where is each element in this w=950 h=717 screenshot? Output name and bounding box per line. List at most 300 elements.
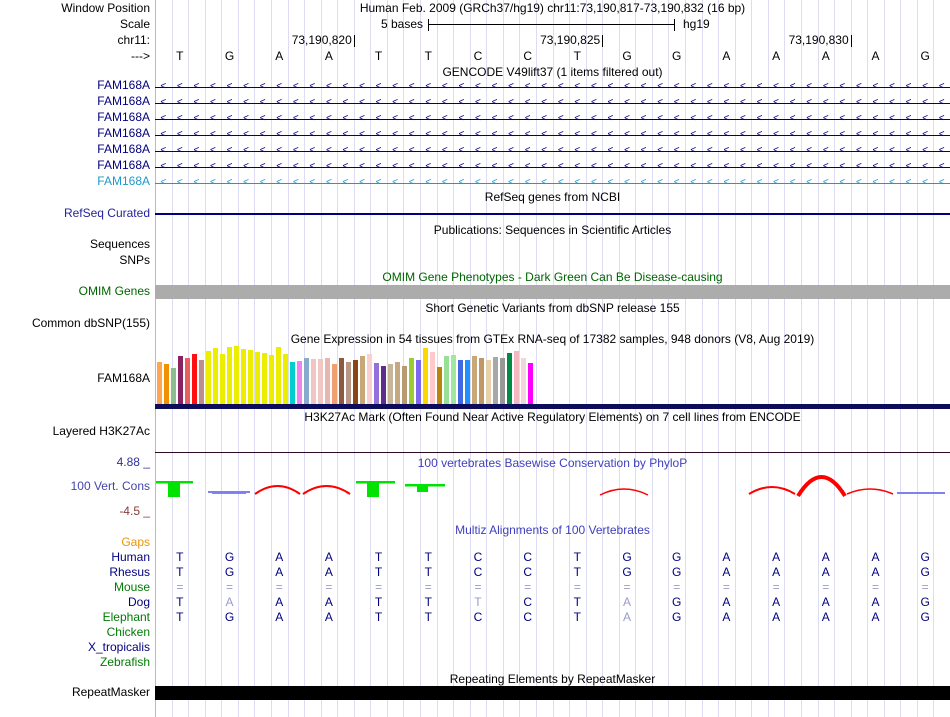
gencode-transcript-arrows[interactable]	[155, 95, 950, 111]
gtex-bar[interactable]	[367, 354, 372, 404]
ruler-tick-label: 73,190,825	[540, 33, 601, 47]
common-dbsnp-label[interactable]: Common dbSNP(155)	[31, 316, 150, 330]
sequence-base: A	[324, 49, 333, 63]
repeatmasker-label[interactable]: RepeatMasker	[71, 685, 150, 699]
left-arrow-icon: <	[243, 81, 250, 92]
left-arrow-icon: <	[905, 113, 912, 124]
left-arrow-icon: <	[905, 129, 912, 140]
gencode-transcript-label[interactable]: FAM168A	[97, 94, 150, 108]
gtex-bar[interactable]	[332, 364, 337, 404]
left-arrow-icon: <	[590, 145, 597, 156]
gencode-transcript-label[interactable]: FAM168A	[97, 78, 150, 92]
left-arrow-icon: <	[938, 97, 945, 108]
left-arrow-icon: <	[210, 81, 216, 92]
multiz-base: A	[772, 550, 781, 564]
multiz-species-label[interactable]: Mouse	[113, 580, 150, 594]
gtex-bar[interactable]	[451, 355, 456, 404]
gtex-bar[interactable]	[409, 358, 414, 404]
left-arrow-icon: <	[657, 161, 664, 172]
left-arrow-icon: <	[193, 145, 200, 156]
left-arrow-icon: <	[226, 97, 233, 108]
multiz-base: A	[275, 595, 284, 609]
phylop-negative-block	[417, 484, 428, 492]
left-arrow-icon: <	[243, 161, 250, 172]
gtex-bar[interactable]	[276, 347, 281, 404]
repeatmasker-track-title: Repeating Elements by RepeatMasker	[449, 672, 656, 686]
left-arrow-icon: <	[508, 81, 515, 92]
left-arrow-icon: <	[938, 177, 945, 188]
left-arrow-icon: <	[475, 161, 481, 172]
multiz-base: A	[871, 565, 880, 579]
left-arrow-icon: <	[408, 161, 415, 172]
gtex-bar[interactable]	[416, 360, 421, 404]
gtex-bar[interactable]	[395, 362, 400, 404]
left-arrow-icon: <	[541, 81, 548, 92]
left-arrow-icon: <	[822, 97, 829, 108]
left-arrow-icon: <	[889, 145, 895, 156]
refseq-track-line[interactable]	[155, 213, 950, 215]
left-arrow-icon: <	[392, 97, 399, 108]
left-arrow-icon: <	[756, 97, 763, 108]
gtex-bar[interactable]	[192, 354, 197, 404]
left-arrow-icon: <	[756, 177, 763, 188]
gtex-bar[interactable]	[423, 348, 428, 404]
left-arrow-icon: <	[740, 177, 746, 188]
left-arrow-icon: <	[425, 113, 432, 124]
left-arrow-icon: <	[640, 177, 647, 188]
scale-bar	[428, 24, 675, 25]
multiz-base: A	[821, 595, 830, 609]
gencode-transcript-label[interactable]: FAM168A	[97, 110, 150, 124]
h3k27ac-track-title: H3K27Ac Mark (Often Found Near Active Regulatory Elements) on 7 cell lines from ENCODE	[304, 410, 801, 424]
left-arrow-icon: <	[160, 145, 167, 156]
left-arrow-icon: <	[773, 113, 780, 124]
gtex-bar[interactable]	[507, 353, 512, 404]
left-arrow-icon: <	[889, 161, 895, 172]
multiz-align-gap: =	[673, 580, 681, 594]
left-arrow-icon: <	[491, 81, 498, 92]
left-arrow-icon: <	[210, 161, 216, 172]
left-arrow-icon: <	[922, 129, 929, 140]
gencode-transcript-arrows[interactable]	[155, 143, 950, 159]
left-arrow-icon: <	[375, 81, 382, 92]
left-arrow-icon: <	[226, 113, 233, 124]
left-arrow-icon: <	[276, 97, 283, 108]
left-arrow-icon: <	[309, 97, 316, 108]
left-arrow-icon: <	[789, 177, 796, 188]
left-arrow-icon: <	[773, 97, 780, 108]
left-arrow-icon: <	[657, 113, 664, 124]
gtex-bar[interactable]	[269, 355, 274, 404]
sequence-base: T	[176, 49, 184, 63]
phylop-track-title: 100 vertebrates Basewise Conservation by PhyloP	[417, 456, 688, 470]
left-arrow-icon: <	[375, 97, 382, 108]
gtex-bar[interactable]	[360, 356, 365, 404]
left-arrow-icon: <	[541, 97, 548, 108]
multiz-align-gap: =	[722, 580, 730, 594]
gencode-transcript-arrows[interactable]	[155, 175, 950, 191]
left-arrow-icon: <	[624, 81, 630, 92]
left-arrow-icon: <	[458, 177, 465, 188]
left-arrow-icon: <	[176, 177, 183, 188]
gtex-track-title: Gene Expression in 54 tissues from GTEx RNA-seq of 17382 samples, 948 donors (V8, Aug 2019)	[290, 332, 815, 346]
left-arrow-icon: <	[574, 129, 581, 140]
multiz-species-label[interactable]: Human	[111, 550, 150, 564]
left-arrow-icon: <	[458, 81, 465, 92]
left-arrow-icon: <	[789, 145, 796, 156]
multiz-base: T	[176, 595, 184, 609]
left-arrow-icon: <	[425, 81, 432, 92]
multiz-base: G	[622, 565, 632, 579]
left-arrow-icon: <	[756, 129, 763, 140]
left-arrow-icon: <	[756, 113, 763, 124]
gencode-transcript-arrows[interactable]	[155, 111, 950, 127]
multiz-align-gap: =	[871, 580, 879, 594]
left-arrow-icon: <	[938, 145, 945, 156]
layered-h3k27ac-label[interactable]: Layered H3K27Ac	[52, 424, 150, 438]
left-arrow-icon: <	[624, 97, 630, 108]
left-arrow-icon: <	[673, 97, 680, 108]
left-arrow-icon: <	[508, 145, 515, 156]
gtex-bar[interactable]	[311, 359, 316, 404]
left-arrow-icon: <	[872, 81, 879, 92]
left-arrow-icon: <	[441, 145, 448, 156]
left-arrow-icon: <	[508, 97, 515, 108]
multiz-base: T	[374, 565, 383, 579]
gtex-bar[interactable]	[297, 361, 302, 404]
left-arrow-icon: <	[226, 145, 233, 156]
left-arrow-icon: <	[822, 161, 829, 172]
phylop-conservation-graph[interactable]	[155, 473, 950, 513]
left-arrow-icon: <	[690, 145, 697, 156]
left-arrow-icon: <	[276, 81, 283, 92]
multiz-species-label[interactable]: Rhesus	[109, 565, 150, 579]
gencode-transcript-arrows[interactable]	[155, 127, 950, 143]
gtex-bar[interactable]	[164, 364, 169, 404]
phylop-conservation-arch	[798, 477, 845, 496]
refseq-curated-label[interactable]: RefSeq Curated	[63, 206, 150, 220]
multiz-base: T	[176, 550, 184, 564]
multiz-species-label[interactable]: Gaps	[121, 535, 150, 549]
multiz-base: T	[573, 610, 582, 624]
multiz-base: A	[821, 550, 830, 564]
gtex-bar[interactable]	[290, 362, 295, 404]
gtex-bar[interactable]	[241, 349, 246, 404]
multiz-base: T	[424, 550, 432, 564]
left-arrow-icon: <	[226, 161, 233, 172]
phylop-conservation-arch	[749, 487, 795, 494]
left-arrow-icon: <	[475, 177, 481, 188]
left-arrow-icon: <	[524, 113, 531, 124]
left-arrow-icon: <	[292, 97, 299, 108]
gtex-bar[interactable]	[528, 363, 533, 404]
left-arrow-icon: <	[226, 177, 233, 188]
left-arrow-icon: <	[839, 145, 846, 156]
left-arrow-icon: <	[243, 129, 250, 140]
left-arrow-icon: <	[160, 113, 167, 124]
left-arrow-icon: <	[276, 161, 283, 172]
gencode-transcript-label[interactable]: FAM168A	[97, 142, 150, 156]
gtex-bar[interactable]	[493, 357, 498, 404]
multiz-base: C	[473, 565, 483, 579]
left-arrow-icon: <	[342, 113, 349, 124]
gencode-transcript-arrows[interactable]	[155, 79, 950, 95]
gtex-bar[interactable]	[353, 360, 358, 404]
multiz-base: G	[920, 595, 930, 609]
left-arrow-icon: <	[922, 113, 929, 124]
gtex-bar[interactable]	[248, 350, 253, 404]
left-arrow-icon: <	[375, 129, 382, 140]
multiz-base: G	[224, 550, 235, 564]
left-arrow-icon: <	[259, 145, 266, 156]
left-arrow-icon: <	[806, 177, 813, 188]
left-arrow-icon: <	[657, 129, 664, 140]
gtex-bar[interactable]	[472, 356, 477, 404]
multiz-base: A	[722, 550, 731, 564]
left-arrow-icon: <	[822, 177, 829, 188]
left-arrow-icon: <	[342, 129, 349, 140]
left-arrow-icon: <	[259, 177, 266, 188]
left-arrow-icon: <	[822, 145, 829, 156]
gtex-bar[interactable]	[157, 362, 162, 404]
left-arrow-icon: <	[607, 113, 614, 124]
gtex-bar[interactable]	[283, 354, 288, 404]
scale-bar-tick-left	[428, 19, 429, 31]
gtex-bar[interactable]	[339, 358, 344, 404]
gtex-bar[interactable]	[213, 348, 218, 404]
left-arrow-icon: <	[822, 81, 829, 92]
dbsnp-track-title: Short Genetic Variants from dbSNP release 155	[425, 301, 680, 315]
multiz-species-label[interactable]: Dog	[127, 595, 150, 609]
sequence-base: T	[374, 49, 383, 63]
left-arrow-icon: <	[375, 177, 382, 188]
left-arrow-icon: <	[740, 161, 746, 172]
left-arrow-icon: <	[740, 129, 746, 140]
multiz-base: A	[772, 610, 781, 624]
left-arrow-icon: <	[806, 129, 813, 140]
gtex-bar[interactable]	[430, 352, 435, 404]
gtex-bar[interactable]	[325, 358, 330, 404]
phylop-conservation-arch	[600, 489, 648, 495]
left-arrow-icon: <	[292, 81, 299, 92]
multiz-base: A	[772, 565, 781, 579]
left-arrow-icon: <	[889, 81, 895, 92]
multiz-base: A	[722, 610, 731, 624]
left-arrow-icon: <	[475, 97, 481, 108]
left-arrow-icon: <	[325, 161, 332, 172]
left-arrow-icon: <	[723, 161, 730, 172]
snps-track-label[interactable]: SNPs	[119, 253, 150, 267]
left-arrow-icon: <	[690, 113, 697, 124]
ruler-tick-label: 73,190,830	[788, 33, 849, 47]
left-arrow-icon: <	[160, 177, 167, 188]
gtex-bar[interactable]	[486, 360, 491, 404]
left-arrow-icon: <	[872, 97, 879, 108]
gencode-transcript-label[interactable]: FAM168A	[97, 174, 150, 188]
left-arrow-icon: <	[690, 161, 697, 172]
left-arrow-icon: <	[706, 81, 713, 92]
phylop-conservation-arch	[847, 489, 893, 494]
left-arrow-icon: <	[359, 113, 365, 124]
sequences-track-label[interactable]: Sequences	[89, 237, 150, 251]
gtex-bar[interactable]	[234, 346, 239, 404]
gtex-bar[interactable]	[521, 358, 526, 404]
gtex-bar[interactable]	[346, 362, 351, 404]
multiz-base: T	[573, 595, 582, 609]
omim-track-title: OMIM Gene Phenotypes - Dark Green Can Be Disease-causing	[382, 270, 723, 284]
gtex-bar[interactable]	[381, 366, 386, 404]
left-arrow-icon: <	[259, 113, 266, 124]
gtex-bar[interactable]	[262, 353, 267, 404]
gtex-bar[interactable]	[437, 367, 442, 404]
left-arrow-icon: <	[839, 113, 846, 124]
multiz-align-gap: =	[275, 580, 283, 594]
left-arrow-icon: <	[640, 81, 647, 92]
left-arrow-icon: <	[193, 177, 200, 188]
left-arrow-icon: <	[458, 161, 465, 172]
left-arrow-icon: <	[342, 177, 349, 188]
left-arrow-icon: <	[259, 161, 266, 172]
omim-genes-label[interactable]: OMIM Genes	[78, 284, 150, 298]
left-arrow-icon: <	[740, 113, 746, 124]
left-arrow-icon: <	[408, 81, 415, 92]
gtex-bar[interactable]	[318, 359, 323, 404]
left-arrow-icon: <	[226, 129, 233, 140]
left-arrow-icon: <	[607, 177, 614, 188]
left-arrow-icon: <	[475, 129, 481, 140]
left-arrow-icon: <	[889, 113, 895, 124]
multiz-base: A	[821, 610, 830, 624]
gtex-bar[interactable]	[171, 368, 176, 404]
vert-cons-label[interactable]: 100 Vert. Cons	[70, 479, 150, 493]
omim-genes-bar[interactable]	[155, 285, 950, 299]
left-arrow-icon: <	[673, 145, 680, 156]
gencode-transcript-label[interactable]: FAM168A	[97, 158, 150, 172]
multiz-species-label[interactable]: Zebrafish	[99, 655, 150, 669]
left-arrow-icon: <	[557, 81, 564, 92]
gtex-bar[interactable]	[185, 358, 190, 404]
multiz-species-label[interactable]: Elephant	[102, 610, 150, 624]
multiz-base: T	[374, 610, 383, 624]
scale-label: Scale	[119, 17, 150, 31]
gtex-bar[interactable]	[199, 360, 204, 404]
gtex-bar[interactable]	[479, 358, 484, 404]
left-arrow-icon: <	[259, 129, 266, 140]
left-arrow-icon: <	[359, 81, 365, 92]
left-arrow-icon: <	[789, 161, 796, 172]
left-arrow-icon: <	[590, 129, 597, 140]
left-arrow-icon: <	[359, 145, 365, 156]
left-arrow-icon: <	[756, 161, 763, 172]
left-arrow-icon: <	[822, 113, 829, 124]
gtex-gene-label[interactable]: FAM168A	[97, 371, 150, 385]
left-arrow-icon: <	[309, 177, 316, 188]
left-arrow-icon: <	[425, 161, 432, 172]
left-arrow-icon: <	[259, 81, 266, 92]
left-arrow-icon: <	[706, 145, 713, 156]
gtex-bar[interactable]	[514, 351, 519, 404]
left-arrow-icon: <	[425, 145, 432, 156]
left-arrow-icon: <	[706, 97, 713, 108]
phylop-negative-block	[367, 481, 379, 497]
left-arrow-icon: <	[673, 177, 680, 188]
left-arrow-icon: <	[309, 145, 316, 156]
repeatmasker-bar[interactable]	[155, 686, 950, 700]
left-arrow-icon: <	[574, 145, 581, 156]
gtex-bar[interactable]	[444, 356, 449, 404]
gtex-bar[interactable]	[178, 356, 183, 404]
left-arrow-icon: <	[806, 97, 813, 108]
left-arrow-icon: <	[938, 113, 945, 124]
left-arrow-icon: <	[673, 81, 680, 92]
multiz-base: A	[275, 550, 284, 564]
gtex-baseline	[155, 404, 950, 409]
left-arrow-icon: <	[557, 177, 564, 188]
sequence-base: C	[473, 49, 483, 63]
left-arrow-icon: <	[359, 161, 365, 172]
gtex-bar[interactable]	[304, 358, 309, 404]
gtex-bar[interactable]	[220, 354, 225, 404]
gtex-bar[interactable]	[227, 347, 232, 404]
left-arrow-icon: <	[574, 161, 581, 172]
gtex-bar[interactable]	[402, 366, 407, 404]
left-arrow-icon: <	[607, 161, 614, 172]
multiz-base: T	[573, 565, 582, 579]
multiz-align-gap: =	[772, 580, 780, 594]
multiz-base: T	[374, 595, 383, 609]
multiz-base: G	[672, 610, 682, 624]
multiz-species-label[interactable]: X_tropicalis	[87, 640, 150, 654]
left-arrow-icon: <	[690, 81, 697, 92]
left-arrow-icon: <	[789, 113, 796, 124]
multiz-base: A	[225, 595, 234, 609]
gtex-bar[interactable]	[255, 352, 260, 404]
multiz-species-label[interactable]: Chicken	[106, 625, 150, 639]
gtex-bar[interactable]	[500, 358, 505, 404]
left-arrow-icon: <	[276, 145, 283, 156]
multiz-align-gap: =	[176, 580, 184, 594]
left-arrow-icon: <	[441, 81, 448, 92]
left-arrow-icon: <	[193, 113, 200, 124]
gencode-transcript-label[interactable]: FAM168A	[97, 126, 150, 140]
left-arrow-icon: <	[889, 129, 895, 140]
multiz-base: A	[722, 565, 731, 579]
sequence-base: A	[772, 49, 781, 63]
gencode-transcript-arrows[interactable]	[155, 159, 950, 175]
left-arrow-icon: <	[210, 113, 216, 124]
multiz-base: A	[722, 595, 731, 609]
multiz-base: C	[473, 610, 483, 624]
left-arrow-icon: <	[375, 161, 382, 172]
multiz-base: C	[523, 610, 532, 624]
multiz-base: C	[523, 550, 532, 564]
left-arrow-icon: <	[491, 129, 498, 140]
gtex-bar[interactable]	[465, 360, 470, 404]
gtex-bar[interactable]	[206, 351, 211, 404]
left-arrow-icon: <	[193, 129, 200, 140]
left-arrow-icon: <	[491, 177, 498, 188]
left-arrow-icon: <	[706, 113, 713, 124]
gtex-bar[interactable]	[388, 364, 393, 404]
gtex-bar[interactable]	[458, 360, 463, 404]
left-arrow-icon: <	[292, 161, 299, 172]
left-arrow-icon: <	[855, 113, 862, 124]
left-arrow-icon: <	[905, 177, 912, 188]
left-arrow-icon: <	[425, 177, 432, 188]
left-arrow-icon: <	[375, 145, 382, 156]
gtex-bar[interactable]	[374, 363, 379, 404]
left-arrow-icon: <	[557, 113, 564, 124]
